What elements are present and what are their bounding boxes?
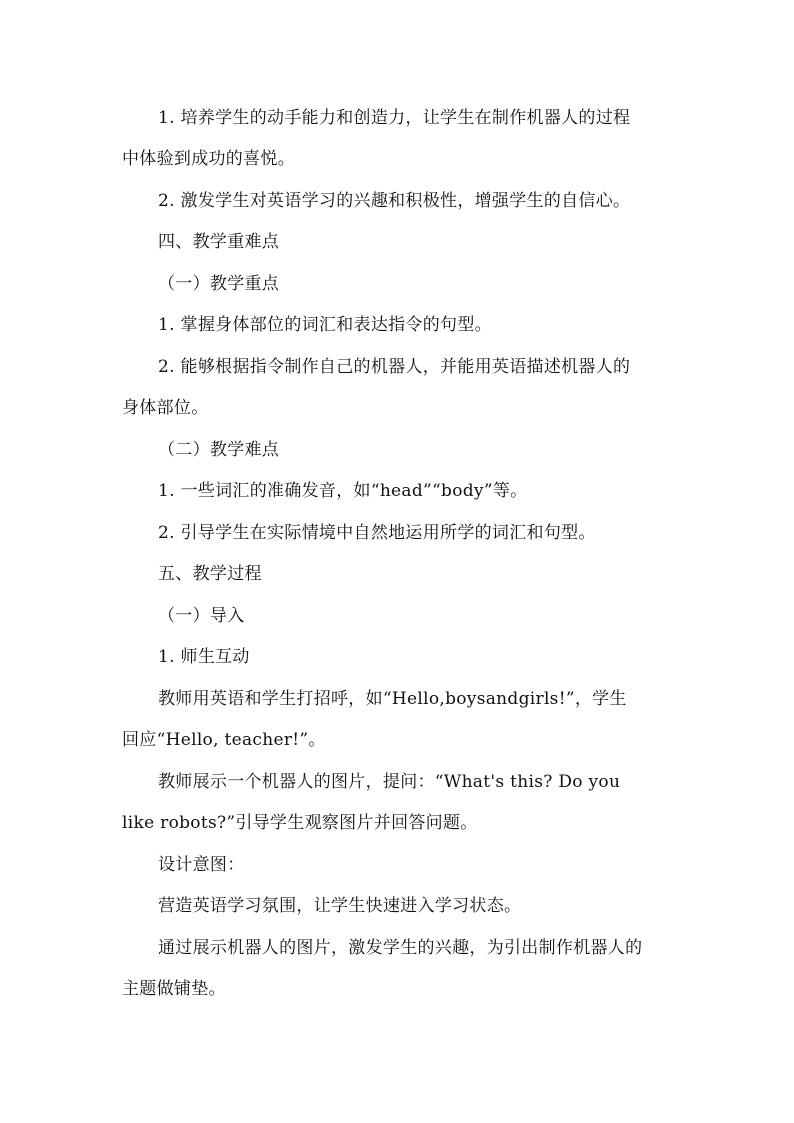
text-line: 1. 一些词汇的准确发音，如“head”“body”等。 [158, 481, 528, 501]
text-line: 教师用英语和学生打招呼，如“Hello,boysandgirls!”，学生 [158, 689, 627, 709]
subsection-heading: （一）教学重点 [158, 274, 280, 294]
subsection-heading: （一）导入 [158, 606, 245, 626]
text-line: 中体验到成功的喜悦。 [122, 149, 295, 169]
text-line: 1. 培养学生的动手能力和创造力，让学生在制作机器人的过程 [158, 108, 631, 128]
text-line: 主题做铺垫。 [122, 979, 226, 999]
text-line: 2. 能够根据指令制作自己的机器人，并能用英语描述机器人的 [158, 357, 631, 377]
text-line: 1. 掌握身体部位的词汇和表达指令的句型。 [158, 315, 492, 335]
text-line: 身体部位。 [122, 398, 209, 418]
text-line: 回应“Hello, teacher!”。 [122, 730, 326, 750]
section-heading: 四、教学重难点 [158, 232, 280, 252]
section-heading: 五、教学过程 [158, 564, 262, 584]
text-line: 教师展示一个机器人的图片，提问：“What's this? Do you [158, 772, 621, 792]
text-line: like robots?”引导学生观察图片并回答问题。 [122, 813, 478, 833]
text-line: 通过展示机器人的图片，激发学生的兴趣，为引出制作机器人的 [158, 938, 643, 958]
text-line: 2. 激发学生对英语学习的兴趣和积极性，增强学生的自信心。 [158, 191, 631, 211]
text-line: 2. 引导学生在实际情境中自然地运用所学的词汇和句型。 [158, 523, 596, 543]
subsection-heading: （二）教学难点 [158, 440, 280, 460]
text-line: 设计意图： [158, 855, 245, 875]
text-line: 营造英语学习氛围，让学生快速进入学习状态。 [158, 896, 522, 916]
text-line: 1. 师生互动 [158, 647, 250, 667]
